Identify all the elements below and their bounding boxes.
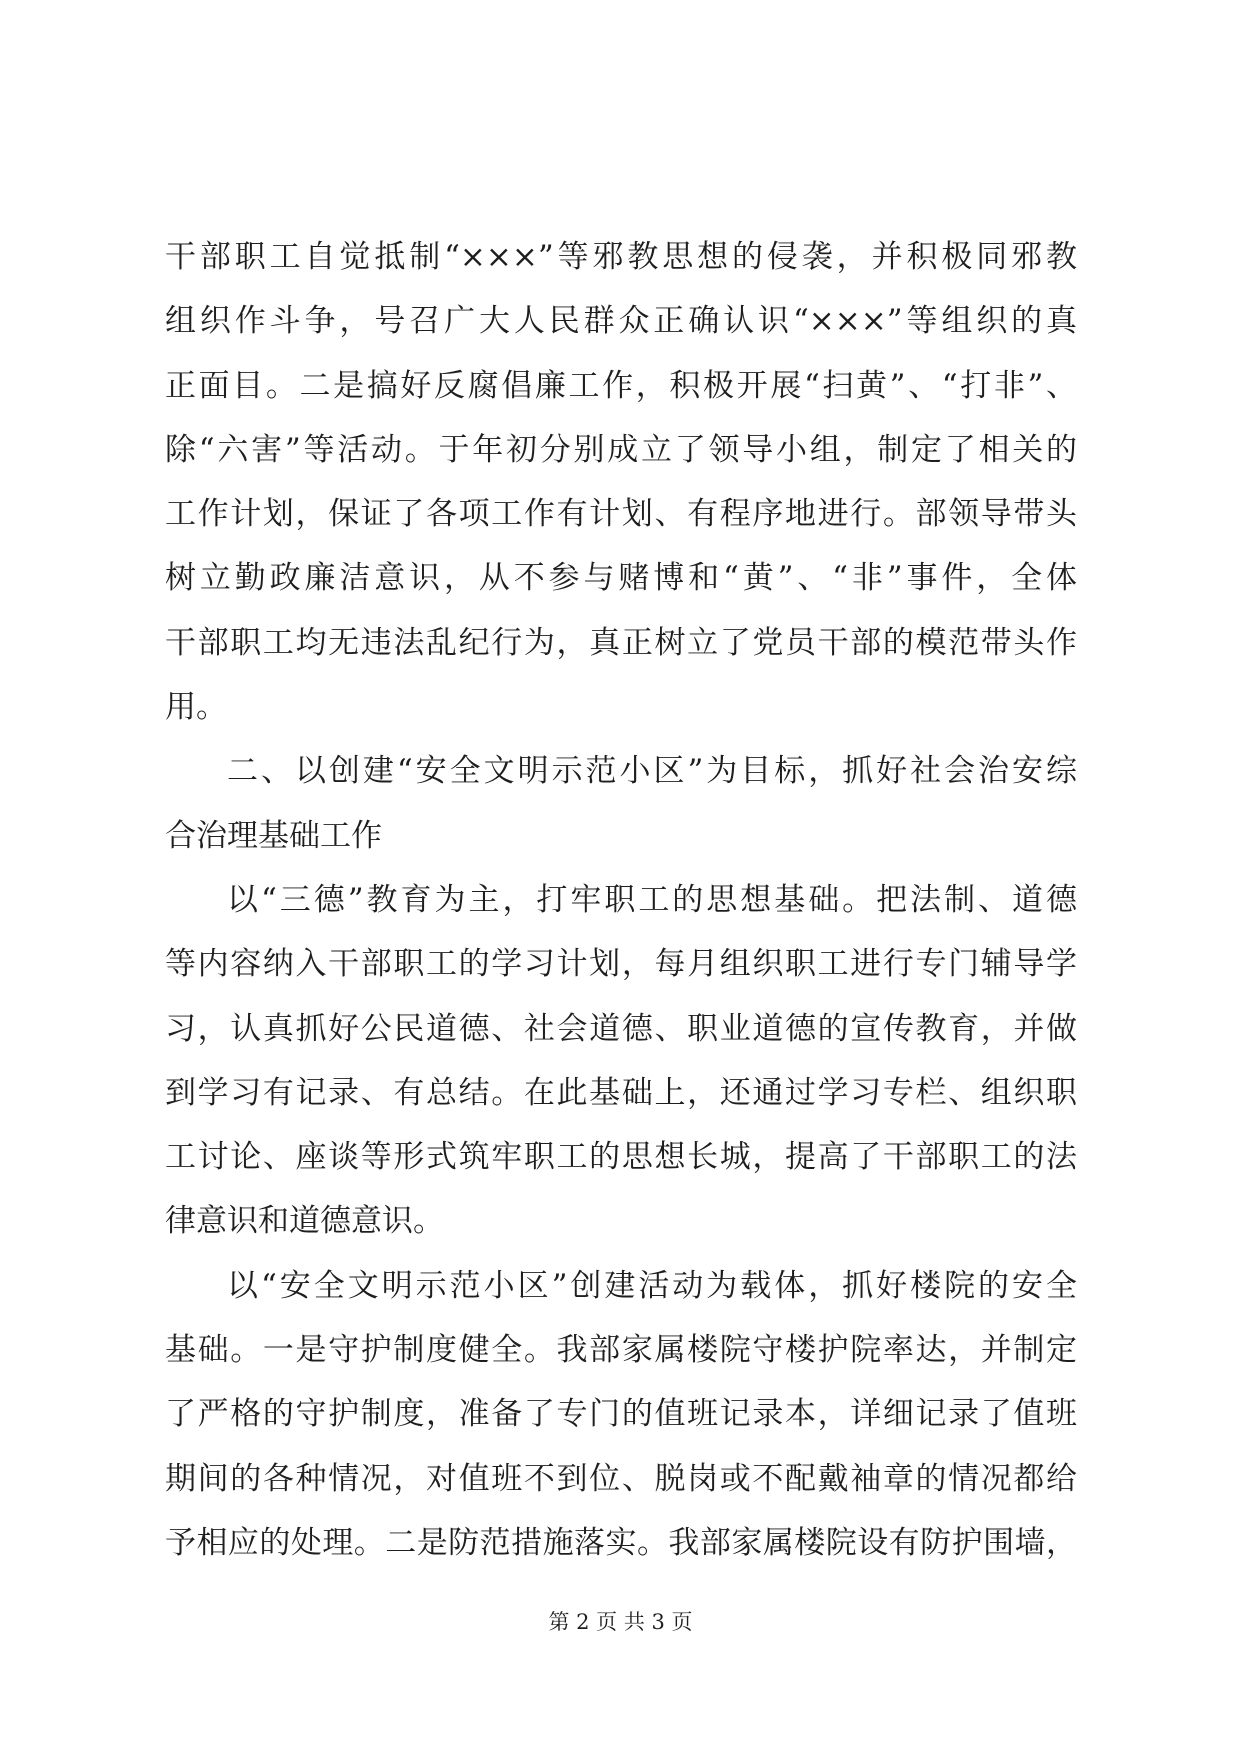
body-line: 干部职工均无违法乱纪行为，真正树立了党员干部的模范带头作 [165,624,1077,661]
body-line: 树立勤政廉洁意识，从不参与赌博和“黄”、“非”事件，全体 [165,560,1077,597]
paragraph [165,868,1077,1254]
body-line: 习，认真抓好公民道德、社会道德、职业道德的宣传教育，并做 [165,1010,1077,1047]
body-line: 用。 [165,689,227,726]
section-heading-line: 合治理基础工作 [165,817,382,854]
body-line: 基础。一是守护制度健全。我部家属楼院守楼护院率达，并制定 [165,1332,1077,1369]
paragraph [165,1254,1077,1575]
body-line: 了严格的守护制度，准备了专门的值班记录本，详细记录了值班 [165,1396,1077,1433]
body-line: 等内容纳入干部职工的学习计划，每月组织职工进行专门辅导学 [165,946,1077,983]
body-line: 组织作斗争，号召广大人民群众正确认识“×××”等组织的真 [165,303,1077,340]
body-line: 工讨论、座谈等形式筑牢职工的思想长城，提高了干部职工的法 [165,1139,1077,1176]
section-heading-line: 二、以创建“安全文明示范小区”为目标，抓好社会治安综 [227,753,1077,790]
body-line: 以“安全文明示范小区”创建活动为载体，抓好楼院的安全 [227,1267,1077,1304]
body-line: 到学习有记录、有总结。在此基础上，还通过学习专栏、组织职 [165,1074,1077,1111]
body-line: 律意识和道德意识。 [165,1203,444,1240]
body-line: 除“六害”等活动。于年初分别成立了领导小组，制定了相关的 [165,431,1077,468]
body-line: 正面目。二是搞好反腐倡廉工作，积极开展“扫黄”、“打非”、 [165,367,1077,404]
body-line: 予相应的处理。二是防范措施落实。我部家属楼院设有防护围墙， [165,1524,1077,1561]
document-body [165,225,1077,1575]
body-line: 工作计划，保证了各项工作有计划、有程序地进行。部领导带头 [165,496,1077,533]
body-line: 干部职工自觉抵制“×××”等邪教思想的侵袭，并积极同邪教 [165,239,1077,275]
page-number-footer: 第 2 页 共 3 页 [548,1610,693,1634]
body-line: 期间的各种情况，对值班不到位、脱岗或不配戴袖章的情况都给 [165,1460,1077,1497]
paragraph [165,225,1077,739]
section-heading [165,739,1077,868]
body-line: 以“三德”教育为主，打牢职工的思想基础。把法制、道德 [227,881,1077,918]
